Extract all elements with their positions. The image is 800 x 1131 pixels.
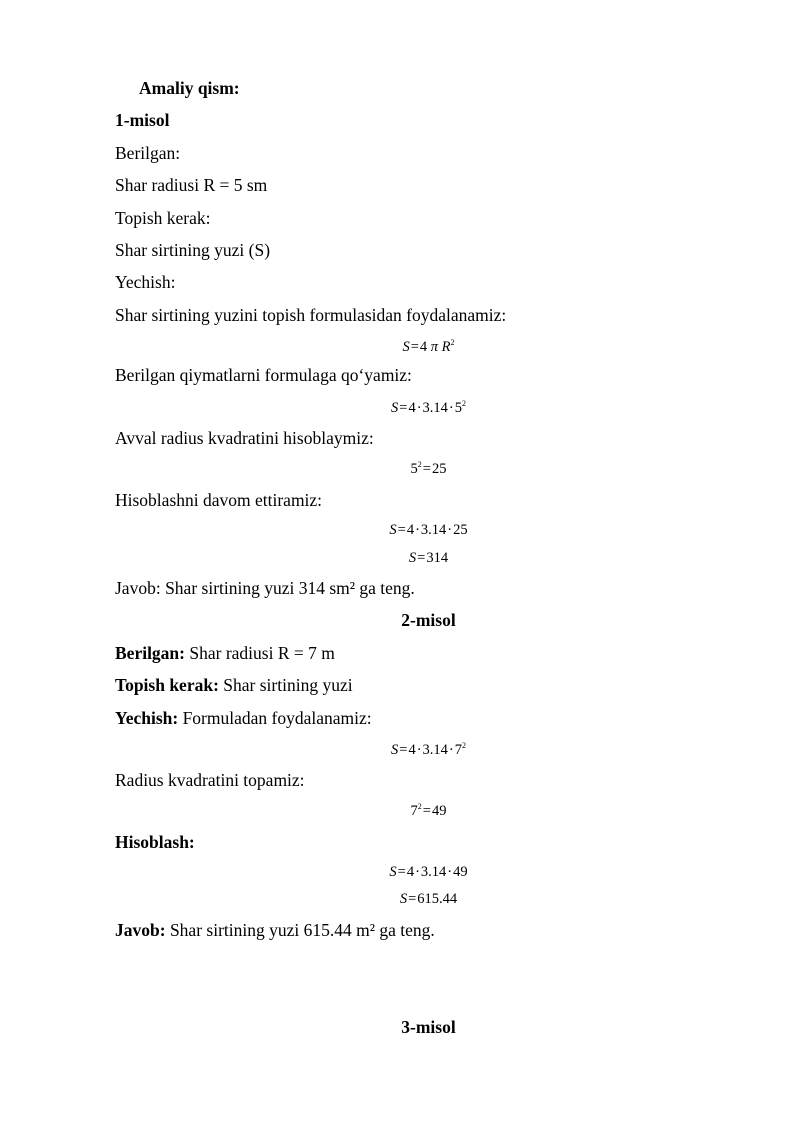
ex1-find-text: Shar sirtining yuzi (S) [115, 240, 271, 260]
ex1-solution-label: Yechish: [115, 272, 176, 292]
ex1-step-1: Shar sirtining yuzini topish formulasidan foydalanamiz: [115, 305, 507, 325]
ex2-answer-label: Javob: [115, 920, 166, 940]
ex2-solution-label: Yechish: [115, 708, 179, 728]
ex2-find-text: Shar sirtining yuzi [218, 675, 353, 695]
ex2-calc-label: Hisoblash: [115, 832, 195, 852]
ex2-solution-text: Formuladan foydalanamiz: [178, 708, 372, 728]
ex1-step-4: Hisoblashni davom ettiramiz: [115, 490, 323, 510]
ex2-answer [115, 922, 435, 940]
ex1-find-label: Topish kerak: [115, 208, 211, 228]
ex1-step-2: Berilgan qiymatlarni formulaga qo‘yamiz: [115, 365, 412, 385]
ex1-step-3: Avval radius kvadratini hisoblaymiz: [115, 428, 374, 448]
ex1-given-text: Shar radiusi R = 5 sm [115, 175, 268, 195]
ex2-given-label: Berilgan: [115, 643, 185, 663]
ex1-formula-4: S=4·3.14·25 [389, 522, 468, 538]
ex2-formula-1: $S=4\cdot 3.14\cdot 7^2$ [391, 741, 466, 758]
ex2-find-label: Topish kerak: [115, 675, 219, 695]
ex2-formula-2: $7^2=49$ [410, 802, 447, 819]
ex1-formula-2: $S=4\cdot 3.14\cdot 5^2$ [391, 399, 466, 416]
ex2-given-text: Shar radiusi R = 7 m [185, 643, 335, 663]
ex2-find [115, 677, 353, 695]
ex2-step-2: Radius kvadratini topamiz: [115, 770, 305, 790]
ex2-solution [115, 710, 372, 728]
ex1-formula-5: S=314 [408, 550, 449, 566]
ex1-given-label: Berilgan: [115, 143, 181, 163]
ex2-given [115, 645, 335, 663]
example-2-title: 2-misol [401, 610, 456, 630]
ex2-formula-3: S=4·3.14·49 [389, 864, 468, 880]
example-1-title: 1-misol [115, 110, 170, 130]
ex1-formula-1: S=4 π $R^2$ [402, 338, 455, 355]
ex2-formula-4: S=615.44 [399, 891, 458, 907]
section-heading: Amaliy qism: [139, 78, 240, 98]
ex1-answer: Javob: Shar sirtining yuzi 314 sm² ga teng. [115, 578, 415, 598]
ex2-answer-text: Shar sirtining yuzi 615.44 m² ga teng. [165, 920, 435, 940]
example-3-title: 3-misol [401, 1017, 456, 1037]
ex1-formula-3: $5^2=25$ [410, 460, 447, 477]
